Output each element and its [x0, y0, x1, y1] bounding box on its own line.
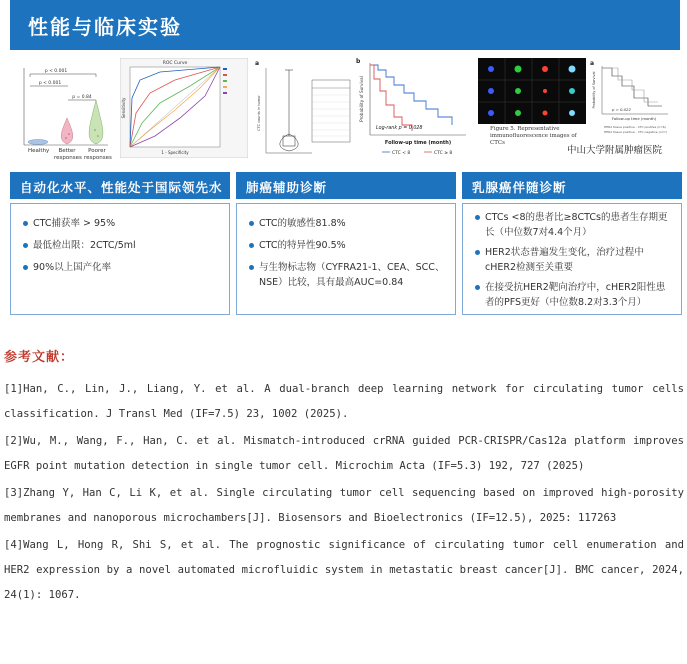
card-body — [10, 203, 230, 315]
violin-plot-figure — [10, 60, 110, 160]
survival-xlabel: Follow-up time (month) — [384, 140, 452, 146]
violin-group-label: Poorer responses — [84, 148, 112, 161]
card-title: 肺癌辅助诊断 — [236, 172, 456, 199]
bullet-item: 在接受抗HER2靶向治疗中，cHER2阳性患者的PFS更好（中位数8.2对3.3个月） — [473, 280, 673, 310]
references-list — [4, 377, 684, 610]
her2-ylabel: Probability of Survival — [592, 71, 596, 109]
violin-plot — [10, 60, 110, 160]
violin-group-label: Better responses — [54, 148, 82, 161]
her2-survival-figure — [588, 58, 680, 138]
bullet-item: CTC的特异性90.5% — [247, 238, 447, 253]
card-body — [236, 203, 456, 315]
card-performance — [10, 172, 230, 315]
panel-label: a — [255, 60, 260, 67]
bullet-item: HER2状态普遍发生变化，治疗过程中cHER2检测至关重要 — [473, 245, 673, 275]
reference-item: [1]Han, C., Lin, J., Liang, Y. et al. A dual-branch deep learning network for circulating tumor cells classification. J Transl Med (IF=7.5) 23, 1002 (2025). — [4, 383, 684, 420]
pvalue-label: p = 0.84 — [72, 95, 92, 100]
bullet-item: CTC捕获率 > 95% — [21, 216, 221, 231]
legend-label: CTC < 8 — [392, 151, 411, 156]
card-lung-cancer — [236, 172, 456, 315]
roc-curve — [120, 58, 248, 158]
bullet-item: 最低检出限：2CTC/5ml — [21, 238, 221, 253]
hospital-name: 中山大学附属肿瘤医院 — [567, 145, 663, 156]
title-banner — [10, 0, 680, 50]
bullet-item: 与生物标志物（CYFRA21-1、CEA、SCC、NSE）比较，具有最高AUC=0.84 — [247, 260, 447, 290]
survival-curve-figure — [354, 55, 474, 160]
her2-legend-label: HER2 tissue positive - CTC negative (n=?) — [604, 130, 667, 134]
her2-pvalue: p = 0.022 — [612, 107, 631, 112]
card-body — [462, 203, 682, 315]
violin-group-label: Healthy — [28, 148, 50, 154]
survival-ylabel: Probability of Survival — [359, 76, 364, 122]
roc-ylabel: Sensitivity — [121, 97, 126, 119]
card-breast-cancer — [462, 172, 682, 315]
panel-label: a — [590, 60, 595, 67]
reference-item: [2]Wu, M., Wang, F., Han, C. et al. Mismatch-introduced crRNA guided PCR-CRISPR/Cas12a platform improves EGFR point mutation detection in single tumor cell. Microchim Acta (IF=5.3) 192, 727 (2025) — [4, 435, 684, 472]
her2-xlabel: Follow-up time (month) — [611, 116, 657, 121]
boxplot-figure — [252, 58, 352, 158]
bullet-item: 90%以上国产化率 — [21, 260, 221, 275]
pvalue-label: p < 0.001 — [38, 81, 62, 86]
bullet-item: CTC的敏感性81.8% — [247, 216, 447, 231]
references-title: 参考文献： — [4, 350, 75, 365]
figure-caption: Figure 5. Representative immunofluorescence images of CTCs — [490, 126, 577, 146]
immunofluorescence-figure — [478, 58, 586, 146]
pvalue-label: p < 0.001 — [44, 69, 68, 74]
bullet-item: CTCs <8的患者比≥8CTCs的患者生存期更长（中位数7对4.4个月） — [473, 210, 673, 240]
legend-label: CTC ≥ 8 — [434, 151, 453, 156]
roc-xlabel: 1 - Specificity — [161, 150, 189, 155]
roc-title: ROC Curve — [162, 61, 188, 66]
banner-title: 性能与临床实验 — [28, 15, 182, 39]
her2-legend-label: HER2 tissue positive - CTC positive (n=6) — [604, 125, 666, 129]
reference-item: [3]Zhang Y, Han C, Li K, et al. Single circulating tumor cell sequencing based on improved high-porosity membranes and nanoporous microchambers[J]. Biosensors and Bioelectronics (IF=12.5), 2025: 117263 — [4, 487, 684, 524]
panel-label: b — [356, 58, 361, 65]
card-title: 乳腺癌伴随诊断 — [462, 172, 682, 199]
boxplot-ylabel: CTC counts in tumor — [257, 95, 261, 131]
card-title: 自动化水平、性能处于国际领先水平 — [10, 172, 230, 199]
survival-curve — [354, 55, 474, 160]
figure-strip — [10, 55, 680, 165]
logrank-label: Log-rank p = 0.028 — [376, 126, 423, 131]
roc-curve-figure — [120, 58, 248, 158]
reference-item: [4]Wang L, Hong R, Shi S, et al. The prognostic significance of circulating tumor cell enumeration and HER2 expression by a novel automated microfluidic system in metastatic breast cancer[J]. BMC cancer, 2024, 24(1): 1067. — [4, 539, 684, 601]
boxplot — [252, 58, 352, 158]
her2-survival-curve — [588, 58, 680, 138]
